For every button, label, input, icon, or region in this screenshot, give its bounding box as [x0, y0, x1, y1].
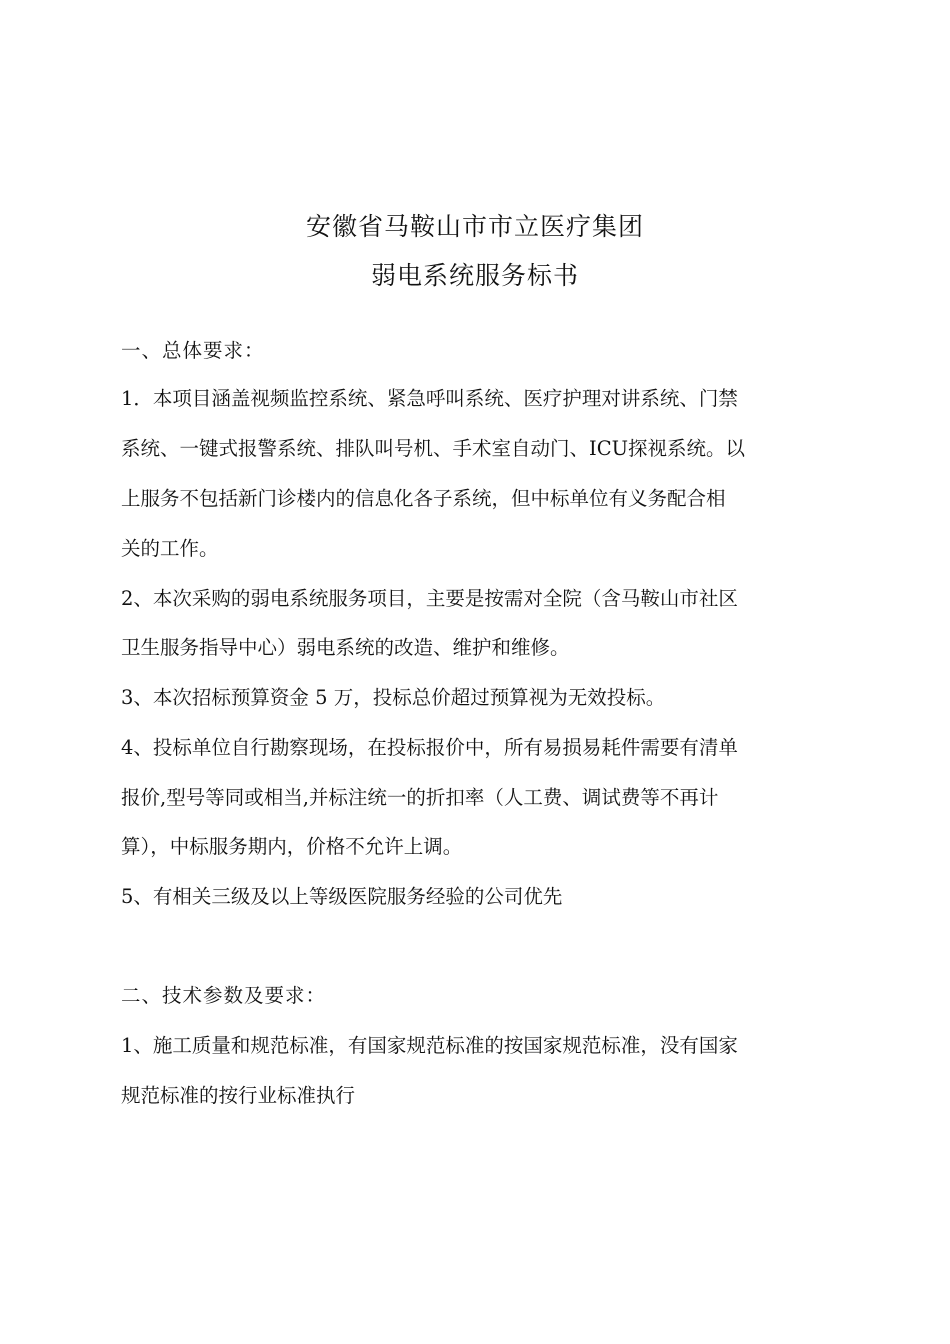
section-1-item-2-line-1: 2、本次采购的弱电系统服务项目，主要是按需对全院（含马鞍山市社区	[121, 587, 738, 610]
section-2-item-1-line-2: 规范标准的按行业标准执行	[121, 1084, 356, 1107]
section-1-item-3-line-1: 3、本次招标预算资金 5 万，投标总价超过预算视为无效投标。	[121, 686, 666, 709]
section-1-heading: 一、总体要求：	[121, 339, 265, 362]
section-1-item-1-line-2: 系统、一键式报警系统、排队叫号机、手术室自动门、ICU探视系统。以	[121, 437, 746, 460]
document-title-line-2: 弱电系统服务标书	[370, 261, 579, 290]
section-1-item-4-line-1: 4、投标单位自行勘察现场，在投标报价中，所有易损易耗件需要有清单	[121, 736, 738, 759]
section-1-item-1-line-3: 上服务不包括新门诊楼内的信息化各子系统，但中标单位有义务配合相	[121, 487, 726, 510]
section-2-heading: 二、技术参数及要求：	[121, 984, 327, 1007]
document-title-line-1: 安徽省马鞍山市市立医疗集团	[305, 212, 644, 241]
section-1-item-4-line-2: 报价,型号等同或相当,并标注统一的折扣率（人工费、调试费等不再计	[121, 786, 719, 809]
section-1-item-5-line-1: 5、有相关三级及以上等级医院服务经验的公司优先	[121, 885, 563, 908]
section-1-item-2-line-2: 卫生服务指导中心）弱电系统的改造、维护和维修。	[121, 636, 570, 659]
section-1-item-4-line-3: 算），中标服务期内，价格不允许上调。	[121, 835, 463, 858]
section-1-item-1-line-1: 1．本项目涵盖视频监控系统、紧急呼叫系统、医疗护理对讲系统、门禁	[121, 387, 738, 410]
section-1-item-1-line-4: 关的工作。	[121, 537, 219, 560]
section-2-item-1-line-1: 1、施工质量和规范标准，有国家规范标准的按国家规范标准，没有国家	[121, 1034, 738, 1057]
